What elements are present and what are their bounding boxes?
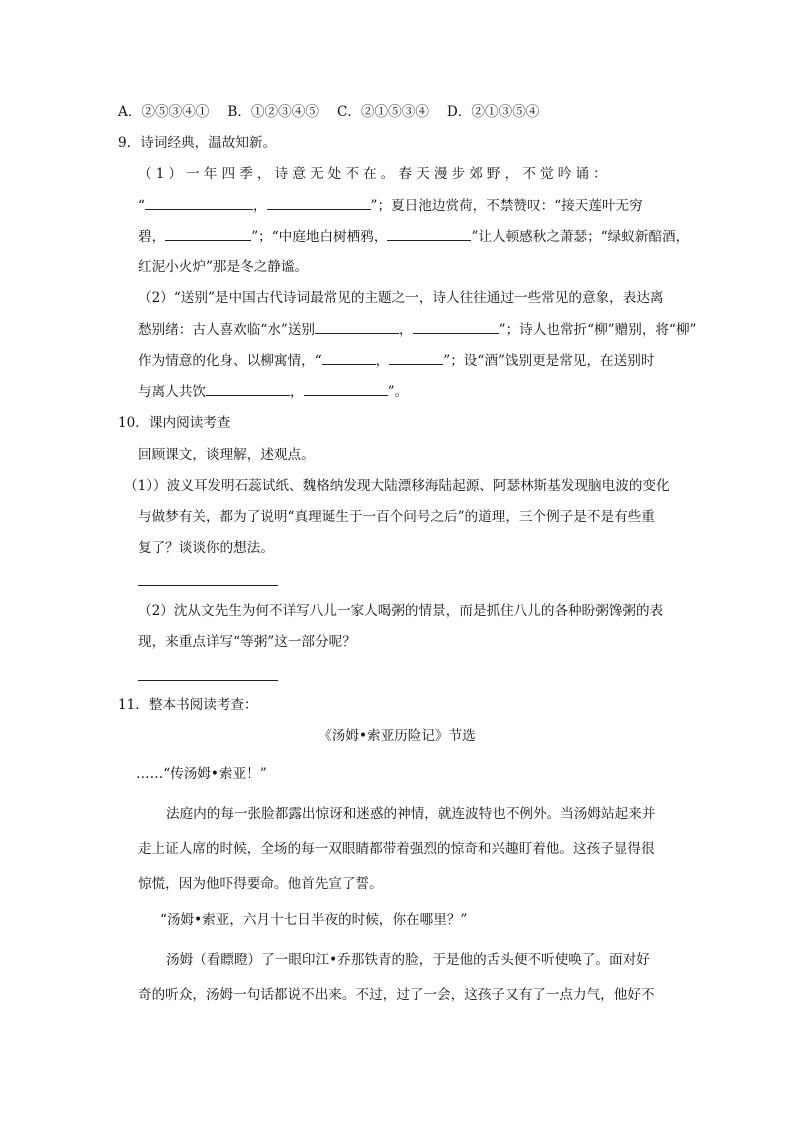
excerpt-para1-line3: 惊慌，因为他吓得要命。他首先宣了誓。 [138, 876, 383, 892]
q9-part1-line2: “ ， ”；夏日池边赏荷，不禁赞叹：“接天莲叶无穷 [138, 195, 643, 216]
answer-blank[interactable] [413, 319, 499, 334]
answer-line[interactable] [138, 680, 278, 681]
q10-part1-line1: （1））波义耳发明石蕊试纸、魏格纳发现大陆漂移海陆起源、阿瑟林斯基发现脑电波的变化 [124, 478, 670, 494]
answer-blank[interactable] [315, 319, 399, 334]
q10-part1-line2: 与做梦有关，都为了说明“真理诞生于一百个问号之后”的道理，三个例子是不是有些重 [138, 509, 655, 525]
answer-blank[interactable] [267, 195, 371, 210]
q9-part2-line3: 作为情意的化身、以柳寓情，“ ， ”；设“酒”饯别更是常见，在送别时 [138, 350, 654, 371]
excerpt-para1-line2: 走上证人席的时候，全场的每一双眼睛都带着强烈的惊奇和兴趣盯着他。这孩子显得很 [138, 841, 655, 857]
excerpt-para1-line1: 法庭内的每一张脸都露出惊讶和迷惑的神情，就连波特也不例外。当汤姆站起来并 [166, 806, 656, 822]
q9-part1-line1: （1）一年四季，诗意无处不在。春天漫步郊野，不觉吟诵： [138, 166, 611, 182]
excerpt-question-line: “汤姆•索亚，六月十七日半夜的时候，你在哪里？” [160, 912, 468, 928]
q9-part2-line2: 愁别绪：古人喜欢临“水”送别 ， ”；诗人也常折“柳”赠别，将“柳” [138, 319, 697, 340]
q8-option-d: D．②①③⑤④ [446, 104, 540, 120]
q8-option-b: B．①②③④⑤ [227, 104, 319, 120]
q10-intro: 回顾课文，谈理解，述观点。 [138, 447, 315, 463]
q9-part2-line1: （2）“送别”是中国古代诗词最常见的主题之一，诗人往往通过一些常见的意象，表达离 [138, 290, 664, 306]
excerpt-para2-line1: 汤姆（看瞟瞪）了一眼印江•乔那铁青的脸，于是他的舌头便不听使唤了。面对好 [166, 952, 650, 968]
answer-blank[interactable] [387, 226, 471, 241]
answer-blank[interactable] [206, 381, 290, 396]
book-excerpt-title: 《汤姆•索亚历险记》节选 [318, 728, 476, 744]
q9-part1-line3: 碧， ”；“中庭地白树栖鸦， ”让人顿感秋之萧瑟；“绿蚁新醅酒， [138, 226, 689, 247]
answer-blank[interactable] [145, 195, 253, 210]
answer-blank[interactable] [322, 350, 376, 365]
q9-part1-line4: 红泥小火炉”那是冬之静谧。 [138, 259, 309, 275]
q9-title: 9．诗词经典，温故知新。 [118, 135, 277, 151]
q11-title: 11．整本书阅读考查： [118, 697, 258, 713]
q10-part2-line1: （2）沈从文先生为何不详写八儿一家人喝粥的情景，而是抓住八儿的各种盼粥馋粥的表 [138, 603, 664, 619]
q8-option-c: C．②①⑤③④ [336, 104, 429, 120]
answer-blank[interactable] [165, 226, 251, 241]
answer-blank[interactable] [389, 350, 443, 365]
q8-option-a: A．②⑤③④① [118, 104, 210, 120]
q10-part1-line3: 复了？谈谈你的想法。 [138, 540, 274, 556]
excerpt-call-line: ……“传汤姆•索亚！” [136, 766, 267, 782]
q10-part2-line2: 现，来重点详写“等粥”这一部分呢？ [138, 634, 356, 650]
answer-blank[interactable] [304, 381, 388, 396]
answer-line[interactable] [138, 585, 278, 586]
excerpt-para2-line2: 奇的听众，汤姆一句话都说不出来。不过，过了一会，这孩子又有了一点力气，他好不 [138, 987, 655, 1003]
q9-part2-line4: 与离人共饮 ， ”。 [138, 381, 408, 402]
q10-title: 10．课内阅读考查 [118, 415, 231, 431]
q8-options [118, 102, 539, 122]
